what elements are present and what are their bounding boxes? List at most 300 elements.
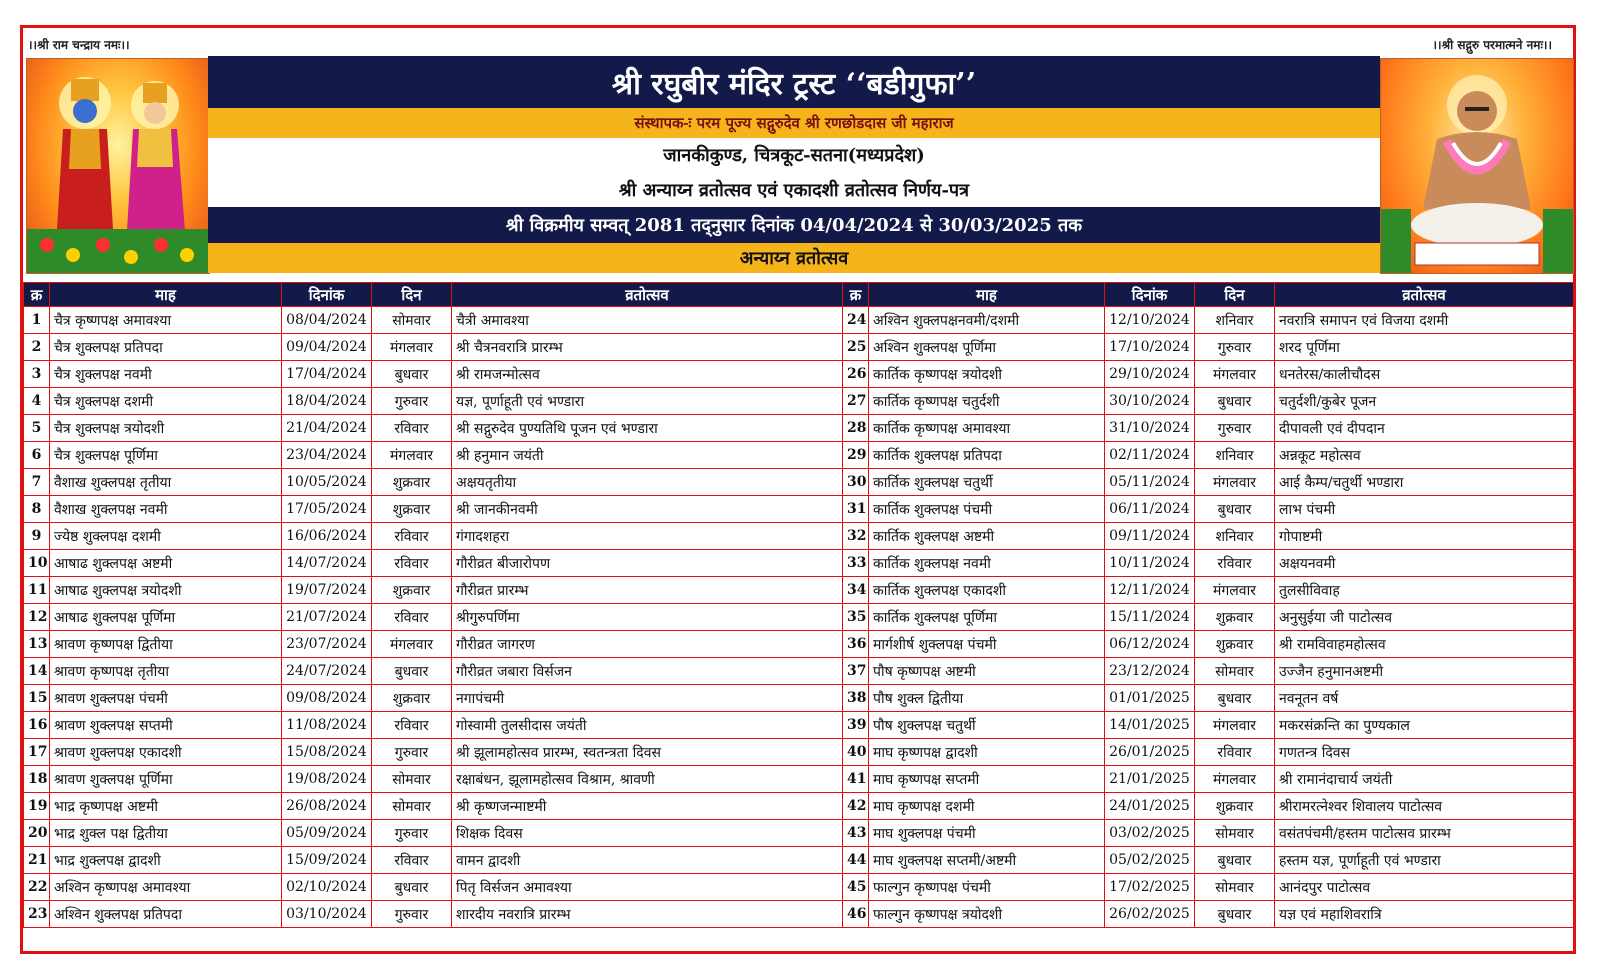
date-cell: 23/04/2024 [282, 442, 372, 469]
month-cell: आषाढ शुक्लपक्ष पूर्णिमा [50, 604, 282, 631]
date-cell: 21/04/2024 [282, 415, 372, 442]
day-cell: शुक्रवार [1195, 631, 1275, 658]
guru-portrait-image [1380, 58, 1574, 274]
day-cell: रविवार [372, 523, 452, 550]
date-cell: 21/01/2025 [1105, 766, 1195, 793]
date-cell: 03/02/2025 [1105, 820, 1195, 847]
table-row [24, 496, 843, 523]
serial-cell: 2 [24, 334, 50, 361]
day-cell: मंगलवार [1195, 577, 1275, 604]
serial-cell: 45 [843, 874, 869, 901]
date-cell: 11/08/2024 [282, 712, 372, 739]
month-cell: चैत्र शुक्लपक्ष पूर्णिमा [50, 442, 282, 469]
festival-table-right [842, 282, 1574, 928]
serial-cell: 19 [24, 793, 50, 820]
date-cell: 10/05/2024 [282, 469, 372, 496]
day-cell: सोमवार [1195, 820, 1275, 847]
table-row [24, 820, 843, 847]
date-cell: 02/10/2024 [282, 874, 372, 901]
festival-cell: शरद पूर्णिमा [1275, 334, 1574, 361]
date-cell: 17/04/2024 [282, 361, 372, 388]
day-cell: बुधवार [1195, 685, 1275, 712]
table-row [24, 334, 843, 361]
date-cell: 14/01/2025 [1105, 712, 1195, 739]
month-cell: वैशाख शुक्लपक्ष तृतीया [50, 469, 282, 496]
table-row [843, 712, 1574, 739]
festival-cell: गौरीव्रत प्रारम्भ [452, 577, 843, 604]
month-cell: कार्तिक शुक्लपक्ष नवमी [869, 550, 1105, 577]
festival-cell: श्री रामजन्मोत्सव [452, 361, 843, 388]
festival-cell: रक्षाबंधन, झूलामहोत्सव विश्राम, श्रावणी [452, 766, 843, 793]
day-cell: शुक्रवार [1195, 604, 1275, 631]
col-serial: क्र [843, 283, 869, 307]
day-cell: गुरुवार [372, 901, 452, 928]
month-cell: भाद्र कृष्णपक्ष अष्टमी [50, 793, 282, 820]
date-cell: 26/02/2025 [1105, 901, 1195, 928]
serial-cell: 10 [24, 550, 50, 577]
date-cell: 10/11/2024 [1105, 550, 1195, 577]
table-row [843, 820, 1574, 847]
table-body [843, 307, 1574, 928]
day-cell: रविवार [1195, 550, 1275, 577]
date-cell: 24/07/2024 [282, 658, 372, 685]
table-row [843, 577, 1574, 604]
section-heading: अन्याय्न व्रतोत्सव [208, 243, 1380, 273]
festival-cell: अन्नकूट महोत्सव [1275, 442, 1574, 469]
day-cell: बुधवार [1195, 847, 1275, 874]
guru-portrait-illustration [1381, 59, 1573, 273]
date-cell: 05/09/2024 [282, 820, 372, 847]
festival-cell: अनुसुईया जी पाटोत्सव [1275, 604, 1574, 631]
serial-cell: 41 [843, 766, 869, 793]
nirnay-patra-line: श्री अन्याय्न व्रतोत्सव एवं एकादशी व्रतोत्सव निर्णय-पत्र [208, 172, 1380, 207]
serial-cell: 20 [24, 820, 50, 847]
serial-cell: 13 [24, 631, 50, 658]
table-header [24, 283, 843, 307]
table-row [24, 874, 843, 901]
serial-cell: 18 [24, 766, 50, 793]
date-cell: 26/01/2025 [1105, 739, 1195, 766]
serial-cell: 25 [843, 334, 869, 361]
serial-cell: 11 [24, 577, 50, 604]
col-day: दिन [372, 283, 452, 307]
date-cell: 17/02/2025 [1105, 874, 1195, 901]
day-cell: रविवार [372, 415, 452, 442]
date-cell: 01/01/2025 [1105, 685, 1195, 712]
table-row [843, 766, 1574, 793]
month-cell: पौष कृष्णपक्ष अष्टमी [869, 658, 1105, 685]
serial-cell: 7 [24, 469, 50, 496]
festival-cell: वामन द्वादशी [452, 847, 843, 874]
festival-cell: श्री झूलामहोत्सव प्रारम्भ, स्वतन्त्रता दिवस [452, 739, 843, 766]
month-cell: अश्विन शुक्लपक्षनवमी/दशमी [869, 307, 1105, 334]
date-cell: 16/06/2024 [282, 523, 372, 550]
day-cell: सोमवार [372, 793, 452, 820]
month-cell: माघ कृष्णपक्ष दशमी [869, 793, 1105, 820]
festival-cell: गौरीव्रत जबारा विर्सजन [452, 658, 843, 685]
month-cell: श्रावण शुक्लपक्ष पूर्णिमा [50, 766, 282, 793]
month-cell: श्रावण कृष्णपक्ष तृतीया [50, 658, 282, 685]
day-cell: मंगलवार [1195, 361, 1275, 388]
festival-cell: गंगादशहरा [452, 523, 843, 550]
date-cell: 18/04/2024 [282, 388, 372, 415]
date-cell: 05/11/2024 [1105, 469, 1195, 496]
month-cell: कार्तिक कृष्णपक्ष त्रयोदशी [869, 361, 1105, 388]
serial-cell: 33 [843, 550, 869, 577]
festival-cell: चतुर्दशी/कुबेर पूजन [1275, 388, 1574, 415]
serial-cell: 32 [843, 523, 869, 550]
festival-cell: उज्जैन हनुमानअष्टमी [1275, 658, 1574, 685]
serial-cell: 15 [24, 685, 50, 712]
date-cell: 12/10/2024 [1105, 307, 1195, 334]
day-cell: मंगलवार [372, 442, 452, 469]
day-cell: शुक्रवार [372, 685, 452, 712]
table-row [24, 361, 843, 388]
month-cell: कार्तिक शुक्लपक्ष पूर्णिमा [869, 604, 1105, 631]
table-row [24, 847, 843, 874]
serial-cell: 4 [24, 388, 50, 415]
serial-cell: 8 [24, 496, 50, 523]
festival-cell: अक्षयतृतीया [452, 469, 843, 496]
table-row [843, 469, 1574, 496]
date-cell: 08/04/2024 [282, 307, 372, 334]
table-row [24, 388, 843, 415]
festival-table-left [23, 282, 843, 928]
serial-cell: 17 [24, 739, 50, 766]
date-cell: 12/11/2024 [1105, 577, 1195, 604]
date-cell: 29/10/2024 [1105, 361, 1195, 388]
day-cell: रविवार [372, 604, 452, 631]
col-festival: व्रतोत्सव [452, 283, 843, 307]
festival-cell: नगापंचमी [452, 685, 843, 712]
month-cell: माघ शुक्लपक्ष पंचमी [869, 820, 1105, 847]
col-day: दिन [1195, 283, 1275, 307]
festival-cell: चैत्री अमावश्या [452, 307, 843, 334]
date-cell: 24/01/2025 [1105, 793, 1195, 820]
serial-cell: 9 [24, 523, 50, 550]
table-row [843, 685, 1574, 712]
month-cell: श्रावण शुक्लपक्ष सप्तमी [50, 712, 282, 739]
month-cell: आषाढ शुक्लपक्ष अष्टमी [50, 550, 282, 577]
festival-cell: पितृ विर्सजन अमावश्या [452, 874, 843, 901]
month-cell: कार्तिक शुक्लपक्ष अष्टमी [869, 523, 1105, 550]
table-header [843, 283, 1574, 307]
month-cell: चैत्र शुक्लपक्ष दशमी [50, 388, 282, 415]
serial-cell: 42 [843, 793, 869, 820]
day-cell: रविवार [372, 550, 452, 577]
table-row [843, 334, 1574, 361]
date-cell: 15/09/2024 [282, 847, 372, 874]
table-row [24, 604, 843, 631]
day-cell: मंगलवार [1195, 712, 1275, 739]
deity-pair-illustration [27, 59, 209, 273]
serial-cell: 26 [843, 361, 869, 388]
month-cell: श्रावण शुक्लपक्ष एकादशी [50, 739, 282, 766]
date-cell: 26/08/2024 [282, 793, 372, 820]
festival-cell: श्री जानकीनवमी [452, 496, 843, 523]
day-cell: मंगलवार [1195, 766, 1275, 793]
month-cell: आषाढ शुक्लपक्ष त्रयोदशी [50, 577, 282, 604]
table-row [843, 874, 1574, 901]
table-row [843, 550, 1574, 577]
day-cell: मंगलवार [372, 631, 452, 658]
month-cell: चैत्र शुक्लपक्ष त्रयोदशी [50, 415, 282, 442]
day-cell: शनिवार [1195, 442, 1275, 469]
serial-cell: 16 [24, 712, 50, 739]
date-cell: 21/07/2024 [282, 604, 372, 631]
table-row [843, 361, 1574, 388]
day-cell: रविवार [1195, 739, 1275, 766]
serial-cell: 21 [24, 847, 50, 874]
month-cell: कार्तिक शुक्लपक्ष एकादशी [869, 577, 1105, 604]
festival-cell: गौरीव्रत बीजारोपण [452, 550, 843, 577]
month-cell: कार्तिक कृष्णपक्ष चतुर्दशी [869, 388, 1105, 415]
table-row [843, 793, 1574, 820]
serial-cell: 1 [24, 307, 50, 334]
day-cell: बुधवार [1195, 901, 1275, 928]
festival-cell: श्री कृष्णजन्माष्टमी [452, 793, 843, 820]
serial-cell: 40 [843, 739, 869, 766]
table-row [24, 577, 843, 604]
date-cell: 31/10/2024 [1105, 415, 1195, 442]
month-cell: माघ कृष्णपक्ष द्वादशी [869, 739, 1105, 766]
month-cell: श्रावण कृष्णपक्ष द्वितीया [50, 631, 282, 658]
month-cell: अश्विन कृष्णपक्ष अमावश्या [50, 874, 282, 901]
date-cell: 06/12/2024 [1105, 631, 1195, 658]
table-row [843, 415, 1574, 442]
serial-cell: 31 [843, 496, 869, 523]
festival-cell: नवनूतन वर्ष [1275, 685, 1574, 712]
table-row [843, 604, 1574, 631]
table-row [843, 442, 1574, 469]
date-cell: 09/04/2024 [282, 334, 372, 361]
festival-cell: यज्ञ एवं महाशिवरात्रि [1275, 901, 1574, 928]
serial-cell: 5 [24, 415, 50, 442]
festival-cell: अक्षयनवमी [1275, 550, 1574, 577]
festival-cell: यज्ञ, पूर्णाहूती एवं भण्डारा [452, 388, 843, 415]
festival-cell: वसंतपंचमी/हस्तम पाटोत्सव प्रारम्भ [1275, 820, 1574, 847]
day-cell: बुधवार [1195, 496, 1275, 523]
col-serial: क्र [24, 283, 50, 307]
date-cell: 05/02/2025 [1105, 847, 1195, 874]
festival-cell: श्रीगुरुपर्णिमा [452, 604, 843, 631]
date-cell: 15/08/2024 [282, 739, 372, 766]
day-cell: सोमवार [1195, 874, 1275, 901]
date-cell: 23/07/2024 [282, 631, 372, 658]
serial-cell: 12 [24, 604, 50, 631]
month-cell: कार्तिक शुक्लपक्ष प्रतिपदा [869, 442, 1105, 469]
deity-pair-image [26, 58, 210, 274]
col-festival: व्रतोत्सव [1275, 283, 1574, 307]
table-row [24, 658, 843, 685]
festival-cell: गणतन्त्र दिवस [1275, 739, 1574, 766]
table-row [24, 523, 843, 550]
day-cell: सोमवार [372, 766, 452, 793]
month-cell: माघ शुक्लपक्ष सप्तमी/अष्टमी [869, 847, 1105, 874]
table-row [24, 469, 843, 496]
table-row [843, 901, 1574, 928]
samvat-date-range: श्री विक्रमीय सम्वत् 2081 तद्नुसार दिनांक 04/04/2024 से 30/03/2025 तक [208, 207, 1380, 243]
col-month: माह [869, 283, 1105, 307]
date-cell: 19/08/2024 [282, 766, 372, 793]
table-row [843, 739, 1574, 766]
day-cell: शुक्रवार [372, 577, 452, 604]
date-cell: 19/07/2024 [282, 577, 372, 604]
table-row [843, 847, 1574, 874]
festival-cell: आई कैम्प/चतुर्थी भण्डारा [1275, 469, 1574, 496]
month-cell: कार्तिक कृष्णपक्ष अमावश्या [869, 415, 1105, 442]
festival-cell: श्री रामविवाहमहोत्सव [1275, 631, 1574, 658]
festival-cell: श्री सद्गुरुदेव पुण्यतिथि पूजन एवं भण्डारा [452, 415, 843, 442]
month-cell: भाद्र शुक्ल पक्ष द्वितीया [50, 820, 282, 847]
festival-cell: धनतेरस/कालीचौदस [1275, 361, 1574, 388]
date-cell: 30/10/2024 [1105, 388, 1195, 415]
month-cell: माघ कृष्णपक्ष सप्तमी [869, 766, 1105, 793]
serial-cell: 27 [843, 388, 869, 415]
date-cell: 15/11/2024 [1105, 604, 1195, 631]
serial-cell: 43 [843, 820, 869, 847]
month-cell: चैत्र शुक्लपक्ष प्रतिपदा [50, 334, 282, 361]
date-cell: 09/08/2024 [282, 685, 372, 712]
table-row [843, 496, 1574, 523]
festival-cell: आनंदपुर पाटोत्सव [1275, 874, 1574, 901]
serial-cell: 34 [843, 577, 869, 604]
table-row [843, 631, 1574, 658]
table-row [24, 442, 843, 469]
month-cell: पौष शुक्लपक्ष चतुर्थी [869, 712, 1105, 739]
month-cell: श्रावण शुक्लपक्ष पंचमी [50, 685, 282, 712]
date-cell: 14/07/2024 [282, 550, 372, 577]
day-cell: गुरुवार [1195, 334, 1275, 361]
day-cell: शुक्रवार [372, 469, 452, 496]
festival-cell: लाभ पंचमी [1275, 496, 1574, 523]
day-cell: रविवार [372, 712, 452, 739]
month-cell: ज्येष्ठ शुक्लपक्ष दशमी [50, 523, 282, 550]
day-cell: बुधवार [1195, 388, 1275, 415]
table-row [24, 766, 843, 793]
founder-line: संस्थापक-ः परम पूज्य सद्गुरुदेव श्री रणछोडदास जी महाराज [208, 108, 1380, 138]
day-cell: शनिवार [1195, 307, 1275, 334]
left-sloka: ।।श्री राम चन्द्राय नमः।। [28, 38, 130, 52]
day-cell: शुक्रवार [372, 496, 452, 523]
date-cell: 02/11/2024 [1105, 442, 1195, 469]
day-cell: बुधवार [372, 874, 452, 901]
day-cell: गुरुवार [1195, 415, 1275, 442]
table-row [24, 901, 843, 928]
date-cell: 17/05/2024 [282, 496, 372, 523]
day-cell: गुरुवार [372, 388, 452, 415]
serial-cell: 46 [843, 901, 869, 928]
location-line: जानकीकुण्ड, चित्रकूट-सतना(मध्यप्रदेश) [208, 138, 1380, 172]
table-row [24, 631, 843, 658]
serial-cell: 37 [843, 658, 869, 685]
festival-cell: मकरसंक्रन्ति का पुण्यकाल [1275, 712, 1574, 739]
day-cell: मंगलवार [372, 334, 452, 361]
serial-cell: 23 [24, 901, 50, 928]
table-row [24, 712, 843, 739]
day-cell: सोमवार [1195, 658, 1275, 685]
date-cell: 03/10/2024 [282, 901, 372, 928]
month-cell: कार्तिक शुक्लपक्ष चतुर्थी [869, 469, 1105, 496]
festival-cell: नवरात्रि समापन एवं विजया दशमी [1275, 307, 1574, 334]
serial-cell: 22 [24, 874, 50, 901]
table-row [843, 658, 1574, 685]
serial-cell: 38 [843, 685, 869, 712]
day-cell: बुधवार [372, 361, 452, 388]
festival-cell: श्री रामानंदाचार्य जयंती [1275, 766, 1574, 793]
serial-cell: 44 [843, 847, 869, 874]
day-cell: गुरुवार [372, 820, 452, 847]
festival-cell: श्रीरामरत्नेश्वर शिवालय पाटोत्सव [1275, 793, 1574, 820]
serial-cell: 24 [843, 307, 869, 334]
serial-cell: 28 [843, 415, 869, 442]
date-cell: 09/11/2024 [1105, 523, 1195, 550]
day-cell: गुरुवार [372, 739, 452, 766]
serial-cell: 35 [843, 604, 869, 631]
table-row [843, 523, 1574, 550]
table-row [24, 307, 843, 334]
festival-cell: शिक्षक दिवस [452, 820, 843, 847]
day-cell: शनिवार [1195, 523, 1275, 550]
festival-cell: गौरीव्रत जागरण [452, 631, 843, 658]
serial-cell: 3 [24, 361, 50, 388]
festival-cell: तुलसीविवाह [1275, 577, 1574, 604]
table-row [843, 388, 1574, 415]
serial-cell: 36 [843, 631, 869, 658]
month-cell: अश्विन शुक्लपक्ष पूर्णिमा [869, 334, 1105, 361]
month-cell: चैत्र कृष्णपक्ष अमावश्या [50, 307, 282, 334]
table-row [24, 685, 843, 712]
table-row [24, 739, 843, 766]
table-body [24, 307, 843, 928]
festival-cell: हस्तम यज्ञ, पूर्णाहूती एवं भण्डारा [1275, 847, 1574, 874]
col-date: दिनांक [1105, 283, 1195, 307]
month-cell: मार्गशीर्ष शुक्लपक्ष पंचमी [869, 631, 1105, 658]
table-row [24, 415, 843, 442]
date-cell: 17/10/2024 [1105, 334, 1195, 361]
col-date: दिनांक [282, 283, 372, 307]
serial-cell: 39 [843, 712, 869, 739]
month-cell: भाद्र शुक्लपक्ष द्वादशी [50, 847, 282, 874]
day-cell: शुक्रवार [1195, 793, 1275, 820]
serial-cell: 29 [843, 442, 869, 469]
month-cell: चैत्र शुक्लपक्ष नवमी [50, 361, 282, 388]
month-cell: फाल्गुन कृष्णपक्ष त्रयोदशी [869, 901, 1105, 928]
festival-cell: शारदीय नवरात्रि प्रारम्भ [452, 901, 843, 928]
festival-cell: गोस्वामी तुलसीदास जयंती [452, 712, 843, 739]
serial-cell: 14 [24, 658, 50, 685]
day-cell: सोमवार [372, 307, 452, 334]
month-cell: वैशाख शुक्लपक्ष नवमी [50, 496, 282, 523]
month-cell: पौष शुक्ल द्वितीया [869, 685, 1105, 712]
month-cell: फाल्गुन कृष्णपक्ष पंचमी [869, 874, 1105, 901]
day-cell: रविवार [372, 847, 452, 874]
trust-title: श्री रघुबीर मंदिर ट्रस्ट ‘‘बडीगुफा’’ [208, 56, 1380, 108]
month-cell: अश्विन शुक्लपक्ष प्रतिपदा [50, 901, 282, 928]
table-row [24, 793, 843, 820]
date-cell: 06/11/2024 [1105, 496, 1195, 523]
festival-cell: श्री चैत्रनवरात्रि प्रारम्भ [452, 334, 843, 361]
serial-cell: 6 [24, 442, 50, 469]
festival-cell: दीपावली एवं दीपदान [1275, 415, 1574, 442]
table-row [843, 307, 1574, 334]
festival-cell: गोपाष्टमी [1275, 523, 1574, 550]
date-cell: 23/12/2024 [1105, 658, 1195, 685]
day-cell: बुधवार [372, 658, 452, 685]
festival-cell: श्री हनुमान जयंती [452, 442, 843, 469]
table-row [24, 550, 843, 577]
day-cell: मंगलवार [1195, 469, 1275, 496]
